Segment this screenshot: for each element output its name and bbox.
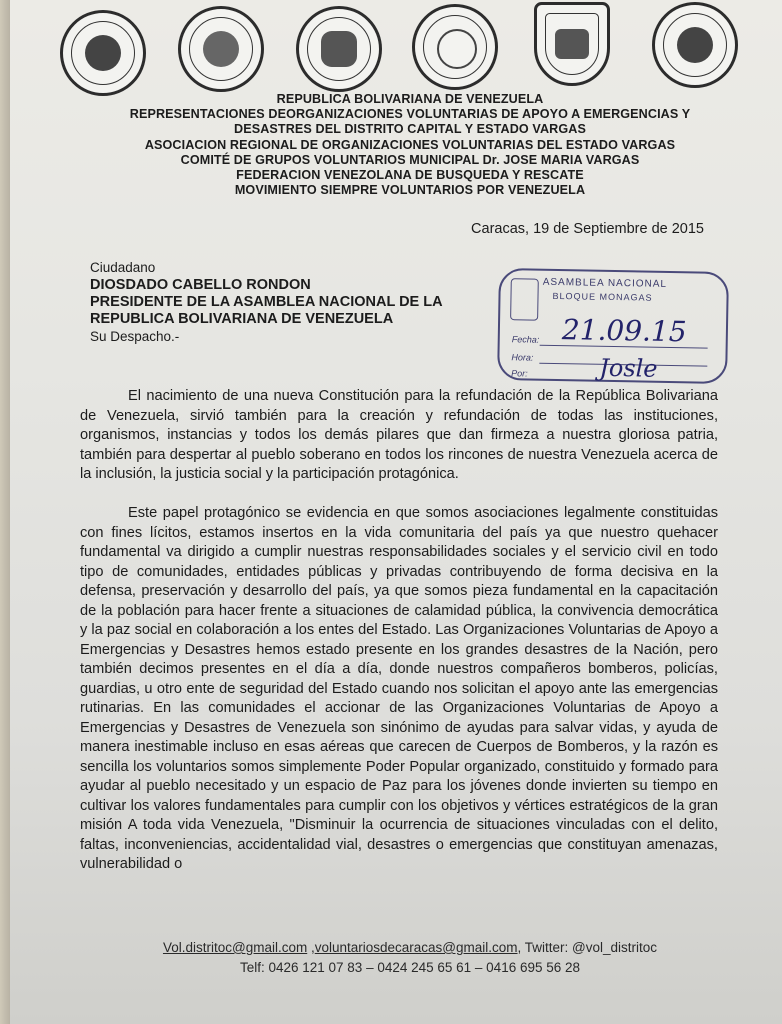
logo-row bbox=[60, 2, 770, 92]
letterhead-line: MOVIMIENTO SIEMPRE VOLUNTARIOS POR VENEZUELA bbox=[234, 183, 586, 198]
stamp-handwritten-date: 21.09.15 bbox=[561, 313, 687, 349]
comite-grupos-voluntarios-shield-icon bbox=[534, 2, 610, 86]
paragraph bbox=[80, 387, 718, 485]
letterhead-line: FEDERACION VENEZOLANA DE BUSQUEDA Y RESCATE bbox=[236, 168, 584, 183]
stamp-por-label: Por: bbox=[511, 368, 528, 379]
stamp-emblem-icon bbox=[510, 278, 539, 320]
siempre-voluntarios-seal-icon bbox=[412, 4, 498, 90]
recipient-title: PRESIDENTE DE LA ASAMBLEA NACIONAL DE LA bbox=[90, 294, 443, 310]
salutation: Ciudadano bbox=[90, 260, 156, 275]
email-link[interactable]: Vol.distritoc@gmail.com bbox=[162, 940, 308, 955]
federacion-busqueda-rescate-seal-icon bbox=[296, 6, 382, 92]
letterhead-line: REPUBLICA BOLIVARIANA DE VENEZUELA bbox=[276, 92, 544, 106]
stamp-fecha-label: Fecha: bbox=[511, 334, 540, 345]
reception-stamp bbox=[497, 268, 729, 384]
paragraph bbox=[80, 504, 718, 875]
letterhead-line: ASOCIACION REGIONAL DE ORGANIZACIONES VOLUNTARIAS DEL ESTADO VARGAS bbox=[144, 137, 676, 152]
footer-separator: , bbox=[307, 940, 315, 955]
stamp-signature: Josle bbox=[599, 353, 658, 383]
letter-date: Caracas, 19 de Septiembre de 2015 bbox=[471, 221, 704, 237]
recipient-name: DIOSDADO CABELLO RONDON bbox=[90, 277, 311, 293]
stamp-title: ASAMBLEA NACIONAL bbox=[542, 276, 668, 290]
paragraph-text: Este papel protagónico se evidencia en que somos asociaciones legalmente constituidas con fines lícitos, estamos insertos en la vida comunitaria del país ya que nuestro quehacer fundamental va dirigido a cumplir nuestras responsabilidades sociales y el servicio civil en todo tipo de comunidades, entidades públicas y privadas contribuyendo de forma decisiva en la defensa, preservación y desarrollo del país, ya que somos pieza fundamental en la capacitación de la población para hacer frente a situaciones de calamidad pública, la convivencia democrática y la paz social en colaboración a los entes del Estado. Las Organizaciones Voluntarias de Apoyo a Emergencias y Desastres hemos estado presente en los grandes desastres de la Nación, pero también decimos presentes en el día a día, donde nuestros compañeros bomberos, policías, guardias, u otro ente de seguridad del Estado cuando nos solicitan el apoyo ante las emergencias rutinarias. En las comunidades el accionar de las Organizaciones Voluntarias de Apoyo a Emergencias y Desastres de Venezuela son sinónimo de ayudas para salvar vidas, y ayuda de manera inestimable incluso en esas aéreas que carecen de Cuerpos de Bomberos, y la razón es sencilla los voluntarios somos simplemente Poder Popular organizado, constituido y formado para ayudar al pueblo necesitado y un espacio de Paz para los jóvenes donde invierten su tiempo en cultivar los valores fundamentales para cumplir con los objetivos y vértices estratégicos de la gran misión A toda vida Venezuela, "Disminuir la ocurrencia de situaciones vinculadas con el delito, faltas, inconveniencias, accidentalidad vial, desastres o emergencias que constituyan amenazas, vulnerabilidad o bbox=[80, 505, 718, 872]
page-edge bbox=[0, 0, 10, 1024]
twitter-handle: , Twitter: @vol_distritoc bbox=[517, 940, 658, 955]
phone-numbers: Telf: 0426 121 07 83 – 0424 245 65 61 – 0416 695 56 28 bbox=[239, 960, 581, 975]
letterhead-line: COMITÉ DE GRUPOS VOLUNTARIOS MUNICIPAL Dr. JOSE MARIA VARGAS bbox=[180, 152, 640, 167]
letter-page bbox=[10, 0, 782, 1024]
organizaciones-voluntarias-seal-icon bbox=[60, 10, 146, 96]
letterhead-line: REPRESENTACIONES DEORGANIZACIONES VOLUNTARIAS DE APOYO A EMERGENCIAS Y bbox=[129, 107, 691, 122]
email-link[interactable]: voluntariosdecaracas@gmail.com bbox=[314, 940, 518, 955]
despacho: Su Despacho.- bbox=[90, 329, 180, 344]
stamp-hora-label: Hora: bbox=[511, 352, 534, 363]
contact-footer bbox=[110, 938, 710, 978]
organizaciones-voluntarias-vargas-seal-icon bbox=[652, 2, 738, 88]
paragraph-text: El nacimiento de una nueva Constitución para la refundación de la República Bolivariana de Venezuela, sirvió también para la creación y refundación de todas las instituciones, organismos, instancias y todos los demás pilares que dan firmeza a nuestra gloriosa patria, también para despertar al pueblo soberano en todos los rincones de nuestra Venezuela acerca de la inclusión, la justicia social y la participación protagónica. bbox=[80, 388, 718, 482]
recipient-title: REPUBLICA BOLIVARIANA DE VENEZUELA bbox=[90, 311, 394, 327]
stamp-subtitle: BLOQUE MONAGAS bbox=[552, 290, 653, 303]
letterhead bbox=[90, 92, 730, 198]
recipient-block bbox=[90, 260, 443, 344]
asociacion-organizaciones-seal-icon bbox=[178, 6, 264, 92]
footer-contacts bbox=[110, 938, 710, 958]
letterhead-line: DESASTRES DEL DISTRITO CAPITAL Y ESTADO VARGAS bbox=[234, 122, 586, 137]
